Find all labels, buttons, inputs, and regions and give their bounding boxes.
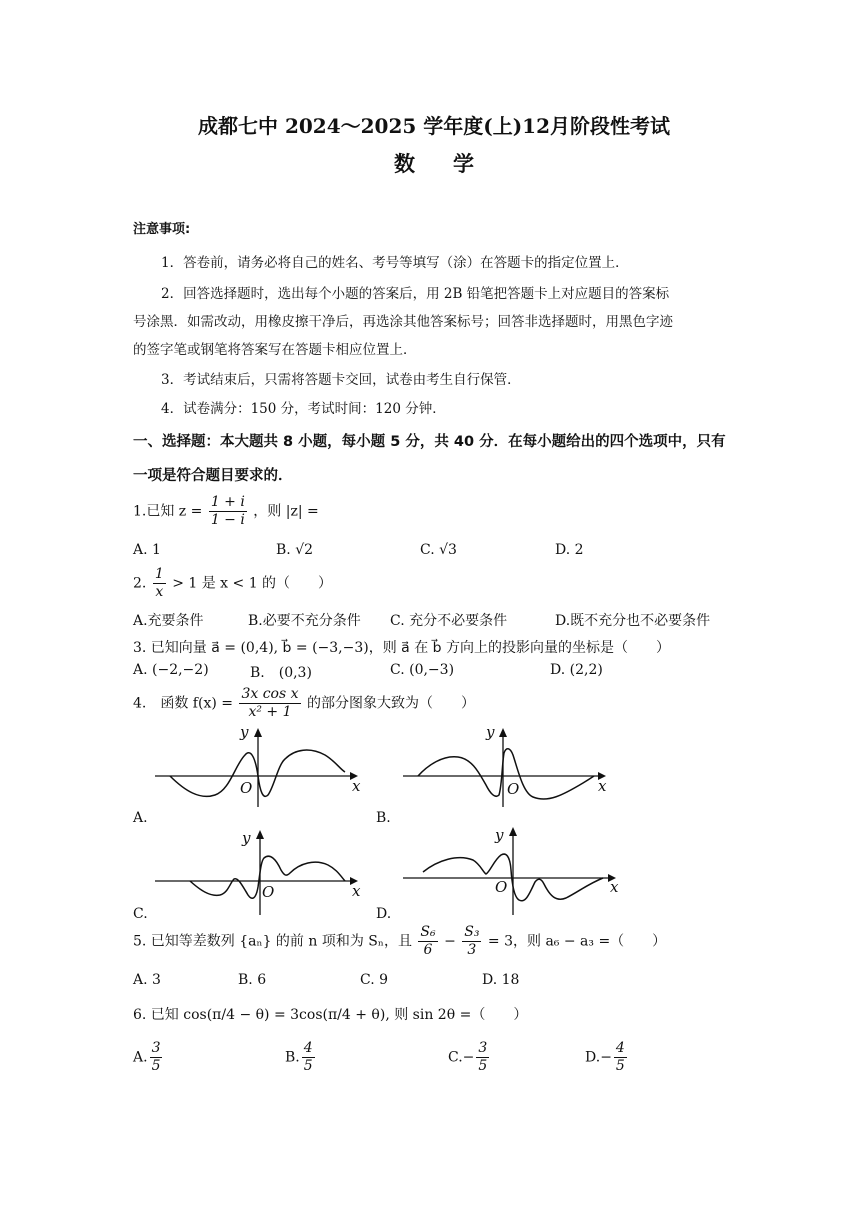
q1-fraction <box>209 494 247 529</box>
graph-c-x-label: x <box>352 882 361 900</box>
q4-fraction <box>239 686 300 721</box>
q1-suffix: ，则 |z| = <box>253 503 319 520</box>
section-heading-cont: 一项是符合题目要求的． <box>133 468 293 484</box>
q2-option-b: B.必要不充分条件 <box>248 613 361 629</box>
q1-option-d: D. 2 <box>555 542 584 558</box>
q3-option-a: A. (−2,−2) <box>133 662 209 678</box>
q6-b-num: 4 <box>303 1040 313 1056</box>
q5-suffix: = 3，则 a₆ − a₃ =（ ） <box>487 933 667 950</box>
graph-d-origin: O <box>495 878 508 896</box>
q4-suffix: 的部分图象大致为（ ） <box>306 695 475 712</box>
q6-option-d <box>585 1040 629 1075</box>
graph-c-y-label: y <box>242 829 251 847</box>
graph-c <box>150 825 365 915</box>
question-6: 6. 已知 cos(π/4 − θ) = 3cos(π/4 + θ), 则 sin 2θ =（ ） <box>133 1007 528 1023</box>
graph-b-origin: O <box>507 780 520 798</box>
graph-c-origin: O <box>262 883 275 901</box>
q4-option-a: A. <box>133 810 148 826</box>
q6-a-fraction <box>150 1040 163 1075</box>
q1-prefix: 1.已知 z = <box>133 503 203 520</box>
q6-d-num: 4 <box>615 1040 625 1056</box>
q6-option-a <box>133 1040 164 1075</box>
question-1 <box>133 494 319 529</box>
q6-option-b <box>285 1040 317 1075</box>
q5-option-c: C. 9 <box>360 972 389 988</box>
q2-num: 1 <box>154 566 164 582</box>
q4-den: x² + 1 <box>248 704 292 720</box>
q6-c-label: C. <box>448 1049 463 1066</box>
q5-option-d: D. 18 <box>482 972 520 988</box>
q4-option-d: D. <box>376 906 392 922</box>
q1-option-b: B. √2 <box>276 542 314 558</box>
section-heading: 一、选择题：本大题共 8 小题，每小题 5 分，共 40 分．在每小题给出的四个选项中，只有 <box>133 434 726 450</box>
q5-option-b: B. 6 <box>238 972 267 988</box>
q5-minus: − <box>444 933 456 950</box>
question-4 <box>133 686 475 721</box>
notice-item-2-cont: 号涂黑．如需改动，用橡皮擦干净后，再选涂其他答案标号；回答非选择题时，用黑色字迹 <box>133 314 673 330</box>
q2-suffix: > 1 是 x < 1 的（ ） <box>172 575 333 592</box>
q3-option-c: C. (0,−3) <box>390 662 455 678</box>
question-2 <box>133 566 332 601</box>
graph-d-x-label: x <box>610 878 619 896</box>
graph-d-y-label: y <box>495 826 504 844</box>
q2-option-c: C. 充分不必要条件 <box>390 613 508 629</box>
q5-f1-num: S₆ <box>420 924 436 940</box>
q2-option-a: A.充要条件 <box>133 613 204 629</box>
graph-a-y-label: y <box>240 723 249 741</box>
notice-item-3: 3．考试结束后，只需将答题卡交回，试卷由考生自行保管． <box>161 372 521 388</box>
q2-option-d: D.既不充分也不必要条件 <box>555 613 711 629</box>
notice-heading: 注意事项: <box>133 222 191 237</box>
q6-c-sign: − <box>462 1049 475 1066</box>
q5-fraction-2 <box>462 924 481 959</box>
q5-f1-den: 6 <box>423 942 433 958</box>
q3-option-d: D. (2,2) <box>550 662 603 678</box>
notice-item-4: 4．试卷满分：150 分，考试时间：120 分钟． <box>161 401 446 417</box>
q6-d-sign: − <box>600 1049 612 1066</box>
notice-item-2-end: 的签字笔或钢笔将答案写在答题卡相应位置上． <box>133 342 417 358</box>
q1-num: 1 + i <box>210 494 245 510</box>
graph-a-origin: O <box>240 779 253 797</box>
q4-prefix: 4. 函数 f(x) = <box>133 695 233 712</box>
q6-d-den: 5 <box>615 1058 625 1074</box>
q2-den: x <box>155 584 164 600</box>
question-3: 3. 已知向量 a⃗ = (0,4), b⃗ = (−3,−3)，则 a⃗ 在 b⃗ 方向上的投影向量的坐标是（ ） <box>133 640 670 656</box>
q6-c-num: 3 <box>478 1040 488 1056</box>
q6-b-den: 5 <box>303 1058 313 1074</box>
exam-title: 成都七中 2024～2025 学年度(上)12月阶段性考试 <box>197 114 670 138</box>
question-5 <box>133 924 666 959</box>
q1-option-a: A. 1 <box>133 542 161 558</box>
q6-a-label: A. <box>133 1049 148 1066</box>
notice-item-2: 2．回答选择题时，选出每个小题的答案后，用 2B 铅笔把答题卡上对应题目的答案标 <box>161 286 670 302</box>
q6-c-fraction <box>476 1040 489 1075</box>
exam-subject: 数学 <box>394 151 512 176</box>
q1-option-c: C. √3 <box>420 542 457 558</box>
q6-b-label: B. <box>285 1049 300 1066</box>
q2-fraction <box>153 566 166 601</box>
q6-a-num: 3 <box>151 1040 161 1056</box>
notice-item-1: 1．答卷前，请务必将自己的姓名、考号等填写（涂）在答题卡的指定位置上． <box>161 255 629 271</box>
q4-option-b: B. <box>376 810 391 826</box>
q3-option-b: B. (0,3) <box>250 665 312 681</box>
q5-f2-num: S₃ <box>464 924 480 940</box>
q6-a-den: 5 <box>151 1058 161 1074</box>
q4-num: 3x cos x <box>241 686 299 702</box>
q6-b-fraction <box>302 1040 315 1075</box>
graph-b-x-label: x <box>598 777 607 795</box>
q2-prefix: 2. <box>133 575 147 592</box>
q5-fraction-1 <box>418 924 437 959</box>
graph-a-x-label: x <box>352 777 361 795</box>
q6-option-c <box>448 1040 491 1075</box>
graph-b-y-label: y <box>486 723 495 741</box>
q6-d-label: D. <box>585 1049 601 1066</box>
graph-a <box>150 725 365 810</box>
graph-d <box>398 822 628 917</box>
graph-b <box>398 725 613 810</box>
q5-prefix: 5. 已知等差数列 {aₙ} 的前 n 项和为 Sₙ，且 <box>133 933 412 950</box>
q6-d-fraction <box>614 1040 627 1075</box>
q5-f2-den: 3 <box>467 942 477 958</box>
q1-den: 1 − i <box>210 512 245 528</box>
q5-option-a: A. 3 <box>133 972 161 988</box>
q4-option-c: C. <box>133 906 148 922</box>
q6-c-den: 5 <box>478 1058 488 1074</box>
